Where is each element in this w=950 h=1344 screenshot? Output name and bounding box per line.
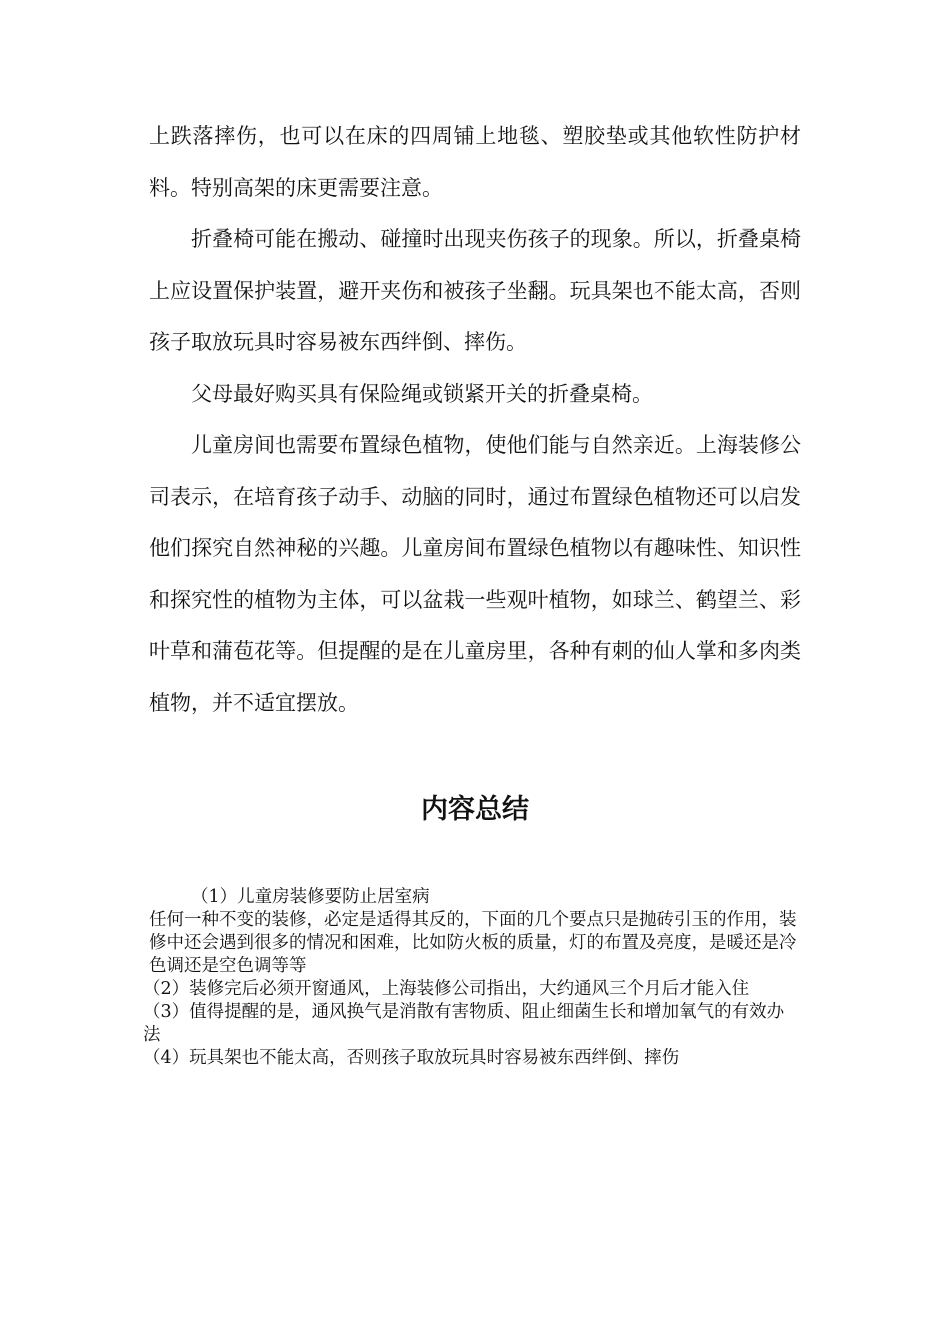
summary-item-4: （4）玩具架也不能太高，否则孩子取放玩具时容易被东西绊倒、摔伤 <box>143 1048 680 1068</box>
body-text <box>149 111 801 729</box>
summary-section <box>143 886 799 1070</box>
summary-item-3: （3）值得提醒的是，通风换气是消散有害物质、阻止细菌生长和增加氧气的有效办法 <box>143 1002 785 1045</box>
summary-title: 内容总结 <box>421 794 529 825</box>
summary-item-2: （2）装修完后必须开窗通风，上海装修公司指出，大约通风三个月后才能入住 <box>143 979 750 999</box>
paragraph-continued: 上跌落摔伤，也可以在床的四周铺上地毯、塑胶垫或其他软性防护材料。特别高架的床更需要注意。 <box>149 124 801 200</box>
paragraph-folding-chairs: 折叠椅可能在搬动、碰撞时出现夹伤孩子的现象。所以，折叠桌椅上应设置保护装置，避开夹伤和被孩子坐翻。玩具架也不能太高，否则孩子取放玩具时容易被东西绊倒、摔伤。 <box>149 227 801 354</box>
summary-text: 任何一种不变的装修，必定是适得其反的，下面的几个要点只是抛砖引玉的作用，装修中还会遇到很多的情况和困难，比如防火板的质量，灯的布置及亮度，是暖还是冷色调还是空色调等等 <box>149 910 797 976</box>
paragraph-parents-advice: 父母最好购买具有保险绳或锁紧开关的折叠桌椅。 <box>191 381 653 406</box>
summary-item-1: （1）儿童房装修要防止居室病 <box>191 887 430 907</box>
paragraph-green-plants: 儿童房间也需要布置绿色植物，使他们能与自然亲近。上海装修公司表示，在培育孩子动手、动脑的同时，通过布置绿色植物还可以启发他们探究自然神秘的兴趣。儿童房间布置绿色植物以有趣味性、知识性和探究性的植物为主体，可以盆栽一些观叶植物，如球兰、鹤望兰、彩叶草和蒲苞花等。但提醒的是在儿童房里，各种有刺的仙人掌和多肉类植物，并不适宜摆放。 <box>149 433 801 715</box>
